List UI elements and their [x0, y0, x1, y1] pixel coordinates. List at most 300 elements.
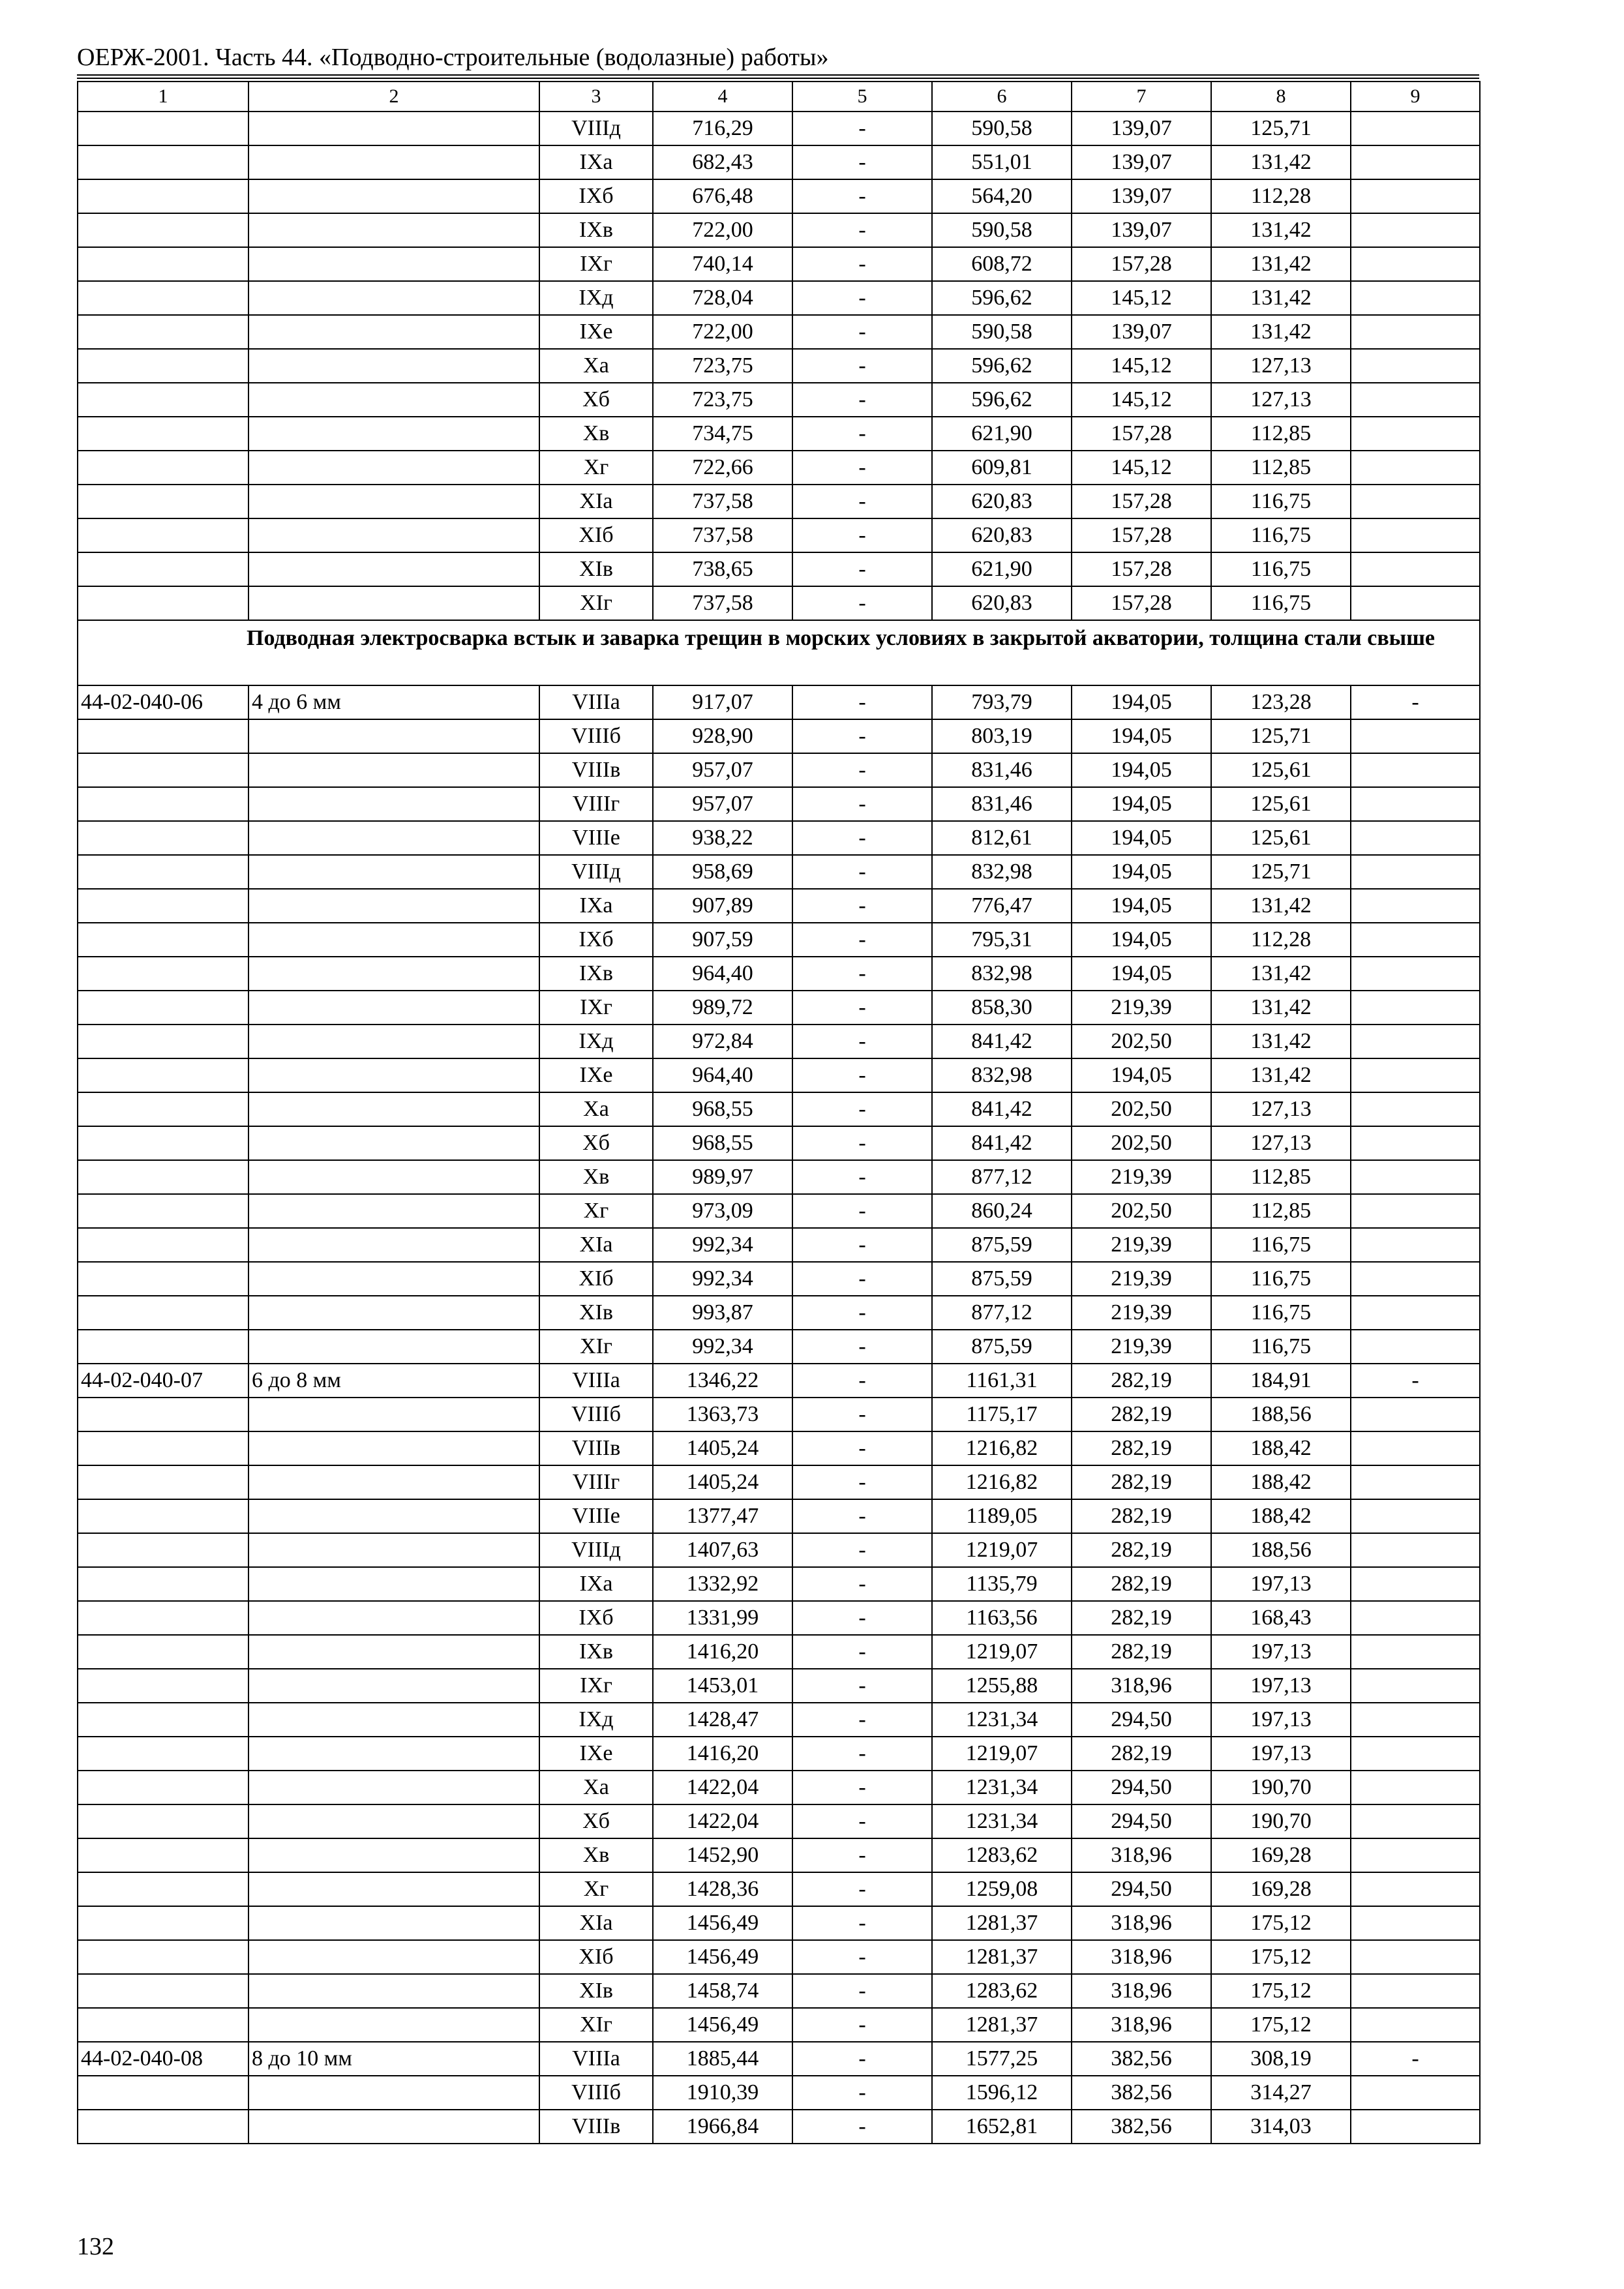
total-cost-cell: 738,65: [653, 552, 792, 586]
work-description-cell: [248, 2076, 539, 2110]
col5-cell: -: [792, 485, 932, 518]
total-cost-cell: 1428,36: [653, 1872, 792, 1906]
col9-cell: [1351, 2008, 1480, 2042]
section-heading-row: [78, 620, 1480, 685]
col9-cell: [1351, 1703, 1480, 1737]
table-row: [78, 991, 1480, 1025]
rates-table-body: [78, 82, 1480, 2144]
col7-cell: 139,07: [1072, 112, 1211, 145]
col6-cell: 841,42: [932, 1025, 1072, 1058]
col5-cell: -: [792, 1601, 932, 1635]
page-number: 132: [77, 2233, 114, 2260]
work-description-cell: [248, 1974, 539, 2008]
col6-cell: 860,24: [932, 1194, 1072, 1228]
col9-cell: [1351, 2076, 1480, 2110]
col5-cell: -: [792, 1092, 932, 1126]
rate-code-cell: [78, 2110, 248, 2144]
col7-cell: 139,07: [1072, 315, 1211, 349]
table-row: [78, 1296, 1480, 1330]
col8-cell: 197,13: [1211, 1635, 1351, 1669]
table-row: [78, 1906, 1480, 1940]
rate-code-cell: [78, 1465, 248, 1499]
col7-cell: 294,50: [1072, 1703, 1211, 1737]
rate-code-cell: [78, 1126, 248, 1160]
col9-cell: [1351, 281, 1480, 315]
col5-cell: -: [792, 1906, 932, 1940]
rate-code-cell: [78, 753, 248, 787]
col7-cell: 282,19: [1072, 1364, 1211, 1398]
rate-code-cell: [78, 1262, 248, 1296]
rate-code-cell: [78, 1906, 248, 1940]
col6-cell: 608,72: [932, 247, 1072, 281]
total-cost-cell: 989,72: [653, 991, 792, 1025]
col8-cell: 125,71: [1211, 855, 1351, 889]
col7-cell: 219,39: [1072, 1228, 1211, 1262]
table-row: [78, 552, 1480, 586]
total-cost-cell: 1456,49: [653, 2008, 792, 2042]
col6-cell: 1596,12: [932, 2076, 1072, 2110]
col8-cell: 131,42: [1211, 145, 1351, 179]
table-row: [78, 1533, 1480, 1567]
col6-cell: 1219,07: [932, 1635, 1072, 1669]
work-description-cell: [248, 1228, 539, 1262]
col7-cell: 382,56: [1072, 2076, 1211, 2110]
col9-cell: [1351, 923, 1480, 957]
rate-code-cell: [78, 1940, 248, 1974]
table-row: [78, 1194, 1480, 1228]
total-cost-cell: 957,07: [653, 787, 792, 821]
rate-code-cell: [78, 315, 248, 349]
col8-cell: 112,85: [1211, 417, 1351, 451]
col7-cell: 219,39: [1072, 1160, 1211, 1194]
table-row: [78, 1262, 1480, 1296]
col7-cell: 139,07: [1072, 145, 1211, 179]
total-cost-cell: 1377,47: [653, 1499, 792, 1533]
zone-cell: XIа: [539, 485, 653, 518]
col8-cell: 112,85: [1211, 1194, 1351, 1228]
rate-code-cell: [78, 1533, 248, 1567]
col5-cell: -: [792, 1058, 932, 1092]
table-row: [78, 855, 1480, 889]
col5-cell: -: [792, 586, 932, 620]
col9-cell: [1351, 1771, 1480, 1804]
col6-cell: 1219,07: [932, 1737, 1072, 1771]
col8-cell: 116,75: [1211, 1296, 1351, 1330]
col8-cell: 127,13: [1211, 349, 1351, 383]
table-row: [78, 1160, 1480, 1194]
col8-cell: 308,19: [1211, 2042, 1351, 2076]
zone-cell: Xг: [539, 1872, 653, 1906]
work-description-cell: [248, 1737, 539, 1771]
zone-cell: IXг: [539, 1669, 653, 1703]
col8-cell: 131,42: [1211, 889, 1351, 923]
work-description-cell: [248, 1126, 539, 1160]
col6-cell: 1216,82: [932, 1431, 1072, 1465]
zone-cell: VIIIг: [539, 787, 653, 821]
zone-cell: IXе: [539, 1058, 653, 1092]
col8-cell: 131,42: [1211, 1025, 1351, 1058]
col9-cell: [1351, 1431, 1480, 1465]
col7-cell: 318,96: [1072, 1940, 1211, 1974]
col7-cell: 157,28: [1072, 417, 1211, 451]
total-cost-cell: 958,69: [653, 855, 792, 889]
col7-cell: 318,96: [1072, 1906, 1211, 1940]
col6-cell: 620,83: [932, 586, 1072, 620]
col6-cell: 832,98: [932, 957, 1072, 991]
work-description-cell: [248, 1092, 539, 1126]
zone-cell: XIв: [539, 552, 653, 586]
table-row: [78, 112, 1480, 145]
col6-cell: 1281,37: [932, 2008, 1072, 2042]
rate-code-cell: [78, 1567, 248, 1601]
col7-cell: 294,50: [1072, 1804, 1211, 1838]
col9-cell: -: [1351, 1364, 1480, 1398]
col5-cell: -: [792, 2076, 932, 2110]
col7-cell: 157,28: [1072, 485, 1211, 518]
rate-code-cell: [78, 451, 248, 485]
column-header-5: 5: [792, 82, 932, 112]
rate-code-cell: [78, 1635, 248, 1669]
table-row: [78, 957, 1480, 991]
col9-cell: [1351, 719, 1480, 753]
col5-cell: -: [792, 417, 932, 451]
rate-code-cell: [78, 1194, 248, 1228]
zone-cell: Xг: [539, 451, 653, 485]
total-cost-cell: 1405,24: [653, 1431, 792, 1465]
total-cost-cell: 938,22: [653, 821, 792, 855]
table-row: [78, 1465, 1480, 1499]
col7-cell: 318,96: [1072, 1669, 1211, 1703]
col6-cell: 1163,56: [932, 1601, 1072, 1635]
col9-cell: [1351, 753, 1480, 787]
table-row: [78, 349, 1480, 383]
col9-cell: [1351, 1296, 1480, 1330]
table-row: [78, 1669, 1480, 1703]
rate-code-cell: [78, 349, 248, 383]
col9-cell: [1351, 1940, 1480, 1974]
col9-cell: [1351, 1465, 1480, 1499]
col6-cell: 1255,88: [932, 1669, 1072, 1703]
col5-cell: -: [792, 957, 932, 991]
col8-cell: 188,42: [1211, 1499, 1351, 1533]
zone-cell: VIIIв: [539, 1431, 653, 1465]
col8-cell: 175,12: [1211, 1974, 1351, 2008]
col8-cell: 188,42: [1211, 1465, 1351, 1499]
zone-cell: IXб: [539, 1601, 653, 1635]
col8-cell: 125,71: [1211, 112, 1351, 145]
col7-cell: 282,19: [1072, 1499, 1211, 1533]
rate-code-cell: [78, 1737, 248, 1771]
rate-code-cell: [78, 1092, 248, 1126]
work-description-cell: [248, 753, 539, 787]
column-header-8: 8: [1211, 82, 1351, 112]
col6-cell: 590,58: [932, 213, 1072, 247]
rate-code-cell: [78, 145, 248, 179]
col8-cell: 116,75: [1211, 1262, 1351, 1296]
rate-code-cell: [78, 1025, 248, 1058]
work-description-cell: [248, 315, 539, 349]
work-description-cell: [248, 349, 539, 383]
col7-cell: 382,56: [1072, 2110, 1211, 2144]
col7-cell: 145,12: [1072, 281, 1211, 315]
total-cost-cell: 1453,01: [653, 1669, 792, 1703]
table-row: [78, 889, 1480, 923]
col9-cell: [1351, 417, 1480, 451]
col5-cell: -: [792, 1160, 932, 1194]
col8-cell: 125,61: [1211, 821, 1351, 855]
col9-cell: [1351, 991, 1480, 1025]
col6-cell: 590,58: [932, 315, 1072, 349]
table-row: [78, 1364, 1480, 1398]
rate-code-cell: [78, 821, 248, 855]
col8-cell: 116,75: [1211, 1228, 1351, 1262]
col9-cell: [1351, 787, 1480, 821]
col7-cell: 139,07: [1072, 179, 1211, 213]
rate-code-cell: [78, 1703, 248, 1737]
rate-code-cell: [78, 889, 248, 923]
header-rule-bottom: [77, 78, 1479, 79]
total-cost-cell: 993,87: [653, 1296, 792, 1330]
work-description-cell: [248, 1160, 539, 1194]
zone-cell: XIа: [539, 1228, 653, 1262]
zone-cell: VIIIд: [539, 1533, 653, 1567]
col6-cell: 1161,31: [932, 1364, 1072, 1398]
total-cost-cell: 1346,22: [653, 1364, 792, 1398]
work-description-cell: [248, 1465, 539, 1499]
total-cost-cell: 992,34: [653, 1262, 792, 1296]
work-description-cell: [248, 1025, 539, 1058]
table-row: [78, 923, 1480, 957]
work-description-cell: [248, 383, 539, 417]
table-row: [78, 145, 1480, 179]
table-row: [78, 1228, 1480, 1262]
zone-cell: IXв: [539, 213, 653, 247]
rate-code-cell: [78, 112, 248, 145]
col5-cell: -: [792, 1635, 932, 1669]
table-row: [78, 281, 1480, 315]
col8-cell: 112,28: [1211, 923, 1351, 957]
zone-cell: VIIIе: [539, 1499, 653, 1533]
table-row: [78, 1838, 1480, 1872]
col8-cell: 127,13: [1211, 1092, 1351, 1126]
col7-cell: 194,05: [1072, 957, 1211, 991]
col9-cell: [1351, 1025, 1480, 1058]
table-row: [78, 1567, 1480, 1601]
table-row: [78, 1601, 1480, 1635]
total-cost-cell: 728,04: [653, 281, 792, 315]
col7-cell: 282,19: [1072, 1567, 1211, 1601]
rate-code-cell: [78, 383, 248, 417]
col5-cell: -: [792, 923, 932, 957]
section-heading: Подводная электросварка встык и заварка трещин в морских условиях в закрытой акватории, толщина стали свыше: [78, 620, 1480, 685]
total-cost-cell: 734,75: [653, 417, 792, 451]
work-description-cell: [248, 957, 539, 991]
zone-cell: VIIIб: [539, 2076, 653, 2110]
col5-cell: -: [792, 1431, 932, 1465]
col6-cell: 596,62: [932, 281, 1072, 315]
rate-code-cell: [78, 1872, 248, 1906]
col6-cell: 1283,62: [932, 1838, 1072, 1872]
total-cost-cell: 722,00: [653, 213, 792, 247]
col7-cell: 219,39: [1072, 991, 1211, 1025]
col9-cell: [1351, 349, 1480, 383]
col9-cell: [1351, 485, 1480, 518]
zone-cell: VIIIб: [539, 719, 653, 753]
col8-cell: 116,75: [1211, 1330, 1351, 1364]
total-cost-cell: 907,89: [653, 889, 792, 923]
work-description-cell: [248, 1567, 539, 1601]
total-cost-cell: 723,75: [653, 349, 792, 383]
work-description-cell: [248, 586, 539, 620]
col6-cell: 1283,62: [932, 1974, 1072, 2008]
col9-cell: [1351, 552, 1480, 586]
col6-cell: 1281,37: [932, 1940, 1072, 1974]
rate-code-cell: [78, 2076, 248, 2110]
col9-cell: [1351, 1804, 1480, 1838]
col8-cell: 190,70: [1211, 1804, 1351, 1838]
table-row: [78, 753, 1480, 787]
col9-cell: [1351, 112, 1480, 145]
col9-cell: [1351, 518, 1480, 552]
col8-cell: 314,27: [1211, 2076, 1351, 2110]
table-row: [78, 247, 1480, 281]
col5-cell: -: [792, 145, 932, 179]
rate-code-cell: [78, 1058, 248, 1092]
rate-code-cell: [78, 586, 248, 620]
total-cost-cell: 972,84: [653, 1025, 792, 1058]
col8-cell: 131,42: [1211, 247, 1351, 281]
column-header-4: 4: [653, 82, 792, 112]
work-description-cell: [248, 417, 539, 451]
col7-cell: 282,19: [1072, 1533, 1211, 1567]
zone-cell: IXа: [539, 145, 653, 179]
work-description-cell: [248, 1906, 539, 1940]
col7-cell: 194,05: [1072, 855, 1211, 889]
col6-cell: 1216,82: [932, 1465, 1072, 1499]
col7-cell: 194,05: [1072, 923, 1211, 957]
col6-cell: 1135,79: [932, 1567, 1072, 1601]
total-cost-cell: 1885,44: [653, 2042, 792, 2076]
col9-cell: [1351, 1872, 1480, 1906]
col8-cell: 188,56: [1211, 1533, 1351, 1567]
total-cost-cell: 1405,24: [653, 1465, 792, 1499]
rate-code-cell: [78, 552, 248, 586]
col6-cell: 795,31: [932, 923, 1072, 957]
rate-code-cell: [78, 2008, 248, 2042]
col8-cell: 197,13: [1211, 1567, 1351, 1601]
col6-cell: 596,62: [932, 349, 1072, 383]
col7-cell: 282,19: [1072, 1465, 1211, 1499]
col7-cell: 202,50: [1072, 1194, 1211, 1228]
work-description-cell: [248, 1804, 539, 1838]
total-cost-cell: 968,55: [653, 1092, 792, 1126]
column-header-9: 9: [1351, 82, 1480, 112]
col6-cell: 832,98: [932, 855, 1072, 889]
col6-cell: 620,83: [932, 518, 1072, 552]
col9-cell: [1351, 213, 1480, 247]
total-cost-cell: 1416,20: [653, 1737, 792, 1771]
table-row: [78, 787, 1480, 821]
col7-cell: 157,28: [1072, 552, 1211, 586]
col7-cell: 194,05: [1072, 821, 1211, 855]
work-description-cell: [248, 1330, 539, 1364]
col9-cell: [1351, 1228, 1480, 1262]
table-row: [78, 485, 1480, 518]
work-description-cell: [248, 719, 539, 753]
col7-cell: 194,05: [1072, 719, 1211, 753]
work-description-cell: [248, 1940, 539, 1974]
col9-cell: [1351, 1126, 1480, 1160]
col8-cell: 131,42: [1211, 957, 1351, 991]
col9-cell: [1351, 451, 1480, 485]
col8-cell: 125,71: [1211, 719, 1351, 753]
total-cost-cell: 740,14: [653, 247, 792, 281]
col5-cell: -: [792, 1499, 932, 1533]
zone-cell: Xа: [539, 1092, 653, 1126]
zone-cell: IXг: [539, 247, 653, 281]
work-description-cell: [248, 1058, 539, 1092]
col6-cell: 877,12: [932, 1160, 1072, 1194]
work-description-cell: [248, 552, 539, 586]
col9-cell: [1351, 1567, 1480, 1601]
col8-cell: 168,43: [1211, 1601, 1351, 1635]
zone-cell: XIг: [539, 1330, 653, 1364]
col8-cell: 175,12: [1211, 1940, 1351, 1974]
col9-cell: [1351, 1533, 1480, 1567]
zone-cell: Xб: [539, 383, 653, 417]
col8-cell: 169,28: [1211, 1838, 1351, 1872]
zone-cell: Xг: [539, 1194, 653, 1228]
rate-code-cell: 44-02-040-06: [78, 685, 248, 719]
col7-cell: 382,56: [1072, 2042, 1211, 2076]
col8-cell: 175,12: [1211, 2008, 1351, 2042]
rate-code-cell: [78, 281, 248, 315]
col9-cell: -: [1351, 685, 1480, 719]
col6-cell: 858,30: [932, 991, 1072, 1025]
total-cost-cell: 1428,47: [653, 1703, 792, 1737]
rate-code-cell: [78, 1669, 248, 1703]
col6-cell: 832,98: [932, 1058, 1072, 1092]
col7-cell: 194,05: [1072, 787, 1211, 821]
work-description-cell: [248, 1499, 539, 1533]
col7-cell: 194,05: [1072, 753, 1211, 787]
total-cost-cell: 973,09: [653, 1194, 792, 1228]
col5-cell: -: [792, 685, 932, 719]
total-cost-cell: 722,66: [653, 451, 792, 485]
table-row: [78, 1771, 1480, 1804]
col6-cell: 841,42: [932, 1092, 1072, 1126]
work-description-cell: [248, 2110, 539, 2144]
col6-cell: 621,90: [932, 552, 1072, 586]
total-cost-cell: 992,34: [653, 1330, 792, 1364]
rate-code-cell: [78, 1838, 248, 1872]
work-description-cell: [248, 1296, 539, 1330]
table-row: [78, 1431, 1480, 1465]
col8-cell: 125,61: [1211, 787, 1351, 821]
col8-cell: 131,42: [1211, 991, 1351, 1025]
col6-cell: 793,79: [932, 685, 1072, 719]
col7-cell: 282,19: [1072, 1398, 1211, 1431]
zone-cell: XIб: [539, 1940, 653, 1974]
zone-cell: VIIIг: [539, 1465, 653, 1499]
table-row: [78, 1330, 1480, 1364]
table-row: [78, 1025, 1480, 1058]
col9-cell: [1351, 1974, 1480, 2008]
rate-code-cell: [78, 179, 248, 213]
table-row: [78, 1058, 1480, 1092]
zone-cell: XIв: [539, 1974, 653, 2008]
col9-cell: [1351, 1330, 1480, 1364]
